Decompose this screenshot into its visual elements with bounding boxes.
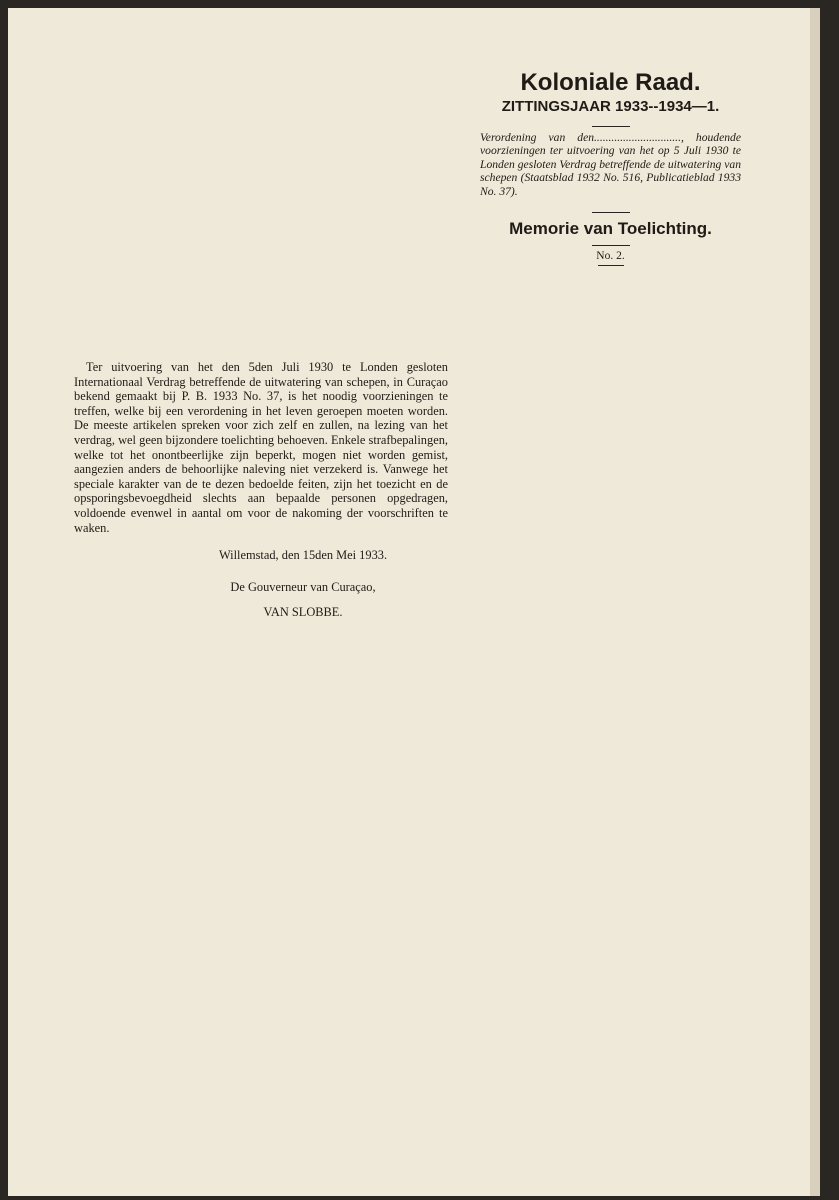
ordinance-description: Verordening van den.............................., houdende voorzieningen ter uitvoering van het op 5 Juli 1930 te Londen gesloten Verdrag betreffende de uitwatering van schepen (Staatsblad 1932 No. 516, Publicatieblad 1933 No. 37). — [480, 131, 741, 198]
divider — [592, 126, 630, 127]
document-number: No. 2. — [596, 250, 625, 263]
divider — [592, 212, 630, 213]
body-text: Ter uitvoering van het den 5den Juli 1930 te Londen gesloten Internationaal Verdrag betreffende de uitwatering van schepen, in Curaçao bekend gemaakt bij P. B. 1933 No. 37, is het noodig voorzieningen te treffen, welke bij een verordening in het leven geroepen moeten worden. De meeste artikelen spreken voor zich zelf en zullen, na lezing van het verdrag, wel geen bijzondere toelichting behoeven. Enkele strafbepalingen, welke tot het onontbeerlijke zijn beperkt, mogen niet worden gemist, aangezien anders de behoorlijke naleving niet verzekerd is. Vanwege het speciale karakter van de te dezen bedoelde feiten, zijn het toezicht en de opsporingsbevoegdheid slechts aan bepaalde personen opgedragen, voldoende evenwel in aantal om voor de nakoming der voorschriften te waken. — [74, 360, 448, 535]
memorie-title: Memorie van Toelichting. — [509, 219, 712, 239]
signature: VAN SLOBBE. — [263, 605, 343, 619]
place-date: Willemstad, den 15den Mei 1933. — [218, 548, 388, 562]
governor-title: De Gouverneur van Curaçao, — [230, 580, 376, 594]
divider — [592, 245, 630, 246]
document-page — [8, 8, 820, 1196]
divider — [598, 265, 624, 266]
session-year: ZITTINGSJAAR 1933--1934—1. — [501, 98, 720, 115]
header-block — [478, 70, 743, 266]
council-title: Koloniale Raad. — [520, 69, 701, 96]
page-edge — [810, 8, 820, 1196]
